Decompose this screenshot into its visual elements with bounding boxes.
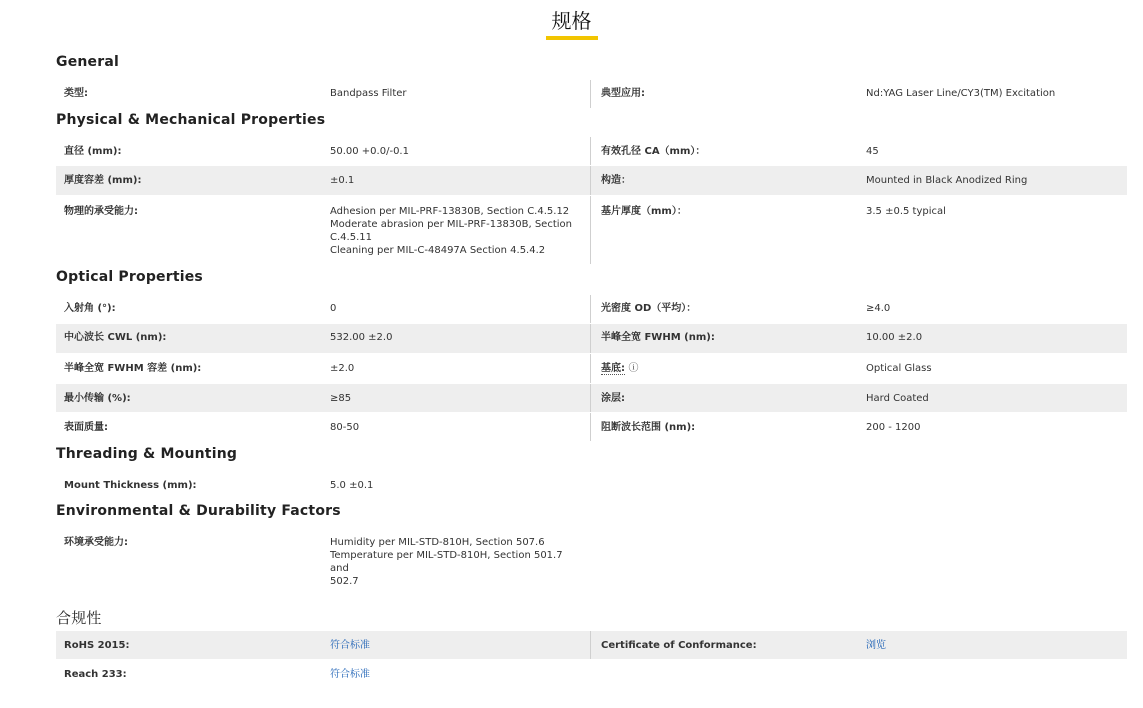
durability-line: Moderate abrasion per MIL-PRF-13830B, Section [330, 219, 572, 230]
substrate-thickness-label: 基片厚度（mm）： [601, 206, 687, 217]
spec-row-type [56, 80, 1127, 108]
environmental-line: Temperature per MIL-STD-810H, Section 501.7 and [330, 550, 563, 574]
clear-aperture-value: 45 [866, 146, 879, 157]
thickness-tolerance-label: 厚度容差 (mm): [64, 175, 142, 186]
column-divider [590, 354, 591, 383]
optical-density-label: 光密度 OD（平均）： [601, 303, 697, 314]
spec-row-rohs [56, 631, 1127, 659]
type-label: 类型: [64, 88, 88, 99]
reach-compliant-link[interactable]: 符合标准 [330, 669, 370, 680]
durability-label: 物理的承受能力: [64, 206, 138, 217]
spec-row-min-transmission [56, 384, 1127, 412]
construction-value: Mounted in Black Anodized Ring [866, 175, 1028, 186]
substrate-value: Optical Glass [866, 363, 932, 374]
mount-thickness-label: Mount Thickness (mm): [64, 480, 197, 491]
min-transmission-label: 最小传输 (%): [64, 393, 131, 404]
column-divider [590, 413, 591, 441]
spec-row-diameter [56, 137, 1127, 165]
info-icon[interactable]: ⓘ [628, 363, 639, 374]
spec-row-environmental [56, 529, 1127, 587]
optical-density-value: ≥4.0 [866, 303, 891, 314]
diameter-value: 50.00 +0.0/-0.1 [330, 146, 409, 157]
environmental-line: 502.7 [330, 576, 359, 587]
page-title: 规格 [546, 8, 598, 40]
column-divider [590, 196, 591, 264]
fwhm-tolerance-label: 半峰全宽 FWHM 容差 (nm): [64, 363, 202, 374]
fwhm-label: 半峰全宽 FWHM (nm): [601, 332, 715, 343]
column-divider [590, 166, 591, 195]
clear-aperture-label: 有效孔径 CA（mm）： [601, 146, 706, 157]
durability-value [330, 205, 580, 257]
rohs-compliant-link[interactable]: 符合标准 [330, 640, 370, 651]
durability-line: C.4.5.11 [330, 232, 372, 243]
reach-label: Reach 233: [64, 669, 127, 680]
spec-row-surface-quality [56, 413, 1127, 441]
column-divider [590, 295, 591, 323]
spec-row-aoi [56, 295, 1127, 323]
column-divider [590, 324, 591, 353]
substrate-label-text: 基底: [601, 363, 625, 374]
substrate-thickness-value: 3.5 ±0.5 typical [866, 206, 946, 217]
section-title-general: General [56, 54, 119, 70]
thickness-tolerance-value: ±0.1 [330, 175, 355, 186]
cwl-value: 532.00 ±2.0 [330, 332, 393, 343]
section-title-physical: Physical & Mechanical Properties [56, 112, 326, 128]
substrate-label [601, 362, 638, 375]
section-title-environmental: Environmental & Durability Factors [56, 503, 341, 519]
aoi-label: 入射角 (°): [64, 303, 116, 314]
durability-line: Cleaning per MIL-C-48497A Section 4.5.4.2 [330, 245, 546, 256]
fwhm-value: 10.00 ±2.0 [866, 332, 923, 343]
section-title-threading: Threading & Mounting [56, 446, 238, 462]
spec-row-cwl [56, 324, 1127, 353]
coating-label: 涂层: [601, 393, 625, 404]
type-value: Bandpass Filter [330, 88, 407, 99]
diameter-label: 直径 (mm): [64, 146, 122, 157]
environmental-line: Humidity per MIL-STD-810H, Section 507.6 [330, 537, 545, 548]
coc-label: Certificate of Conformance: [601, 640, 757, 651]
column-divider [590, 384, 591, 412]
application-label: 典型应用: [601, 88, 645, 99]
construction-label: 构造： [601, 175, 631, 186]
spec-row-thickness-tolerance [56, 166, 1127, 195]
min-transmission-value: ≥85 [330, 393, 352, 404]
section-title-compliance: 合规性 [56, 609, 102, 627]
fwhm-tolerance-value: ±2.0 [330, 363, 355, 374]
blocking-range-label: 阻断波长范围 (nm): [601, 422, 696, 433]
spec-row-reach [56, 660, 1127, 688]
environmental-value [330, 536, 580, 588]
blocking-range-value: 200 - 1200 [866, 422, 921, 433]
aoi-value: 0 [330, 303, 337, 314]
durability-line: Adhesion per MIL-PRF-13830B, Section C.4.5.12 [330, 206, 570, 217]
environmental-label: 环境承受能力: [64, 537, 128, 548]
spec-row-mount-thickness [56, 472, 1127, 500]
column-divider [590, 631, 591, 659]
column-divider [590, 80, 591, 108]
coc-view-link[interactable]: 浏览 [866, 640, 886, 651]
surface-quality-label: 表面质量: [64, 422, 108, 433]
coating-value: Hard Coated [866, 393, 929, 404]
spec-row-durability [56, 196, 1127, 264]
application-value: Nd:YAG Laser Line/CY3(TM) Excitation [866, 88, 1056, 99]
mount-thickness-value: 5.0 ±0.1 [330, 480, 374, 491]
column-divider [590, 137, 591, 165]
surface-quality-value: 80-50 [330, 422, 360, 433]
cwl-label: 中心波长 CWL (nm): [64, 332, 167, 343]
spec-row-fwhm-tolerance [56, 354, 1127, 383]
rohs-label: RoHS 2015: [64, 640, 130, 651]
section-title-optical: Optical Properties [56, 269, 203, 285]
